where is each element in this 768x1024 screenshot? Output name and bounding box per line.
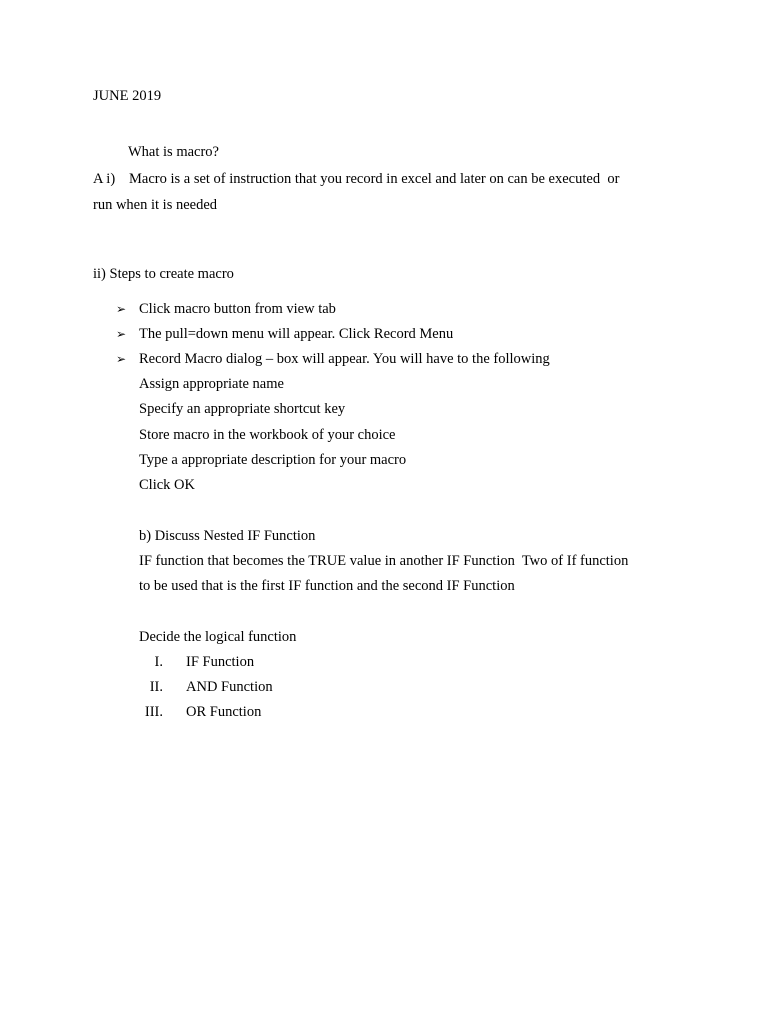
step-sub-item: Type a appropriate description for your macro — [139, 452, 407, 468]
step-item: The pull=down menu will appear. Click Record Menu — [139, 326, 454, 342]
list-numeral: I. — [154, 654, 163, 670]
arrowhead-bullet-icon: ➢ — [116, 352, 127, 366]
arrowhead-bullet-icon: ➢ — [116, 302, 127, 316]
question-what-is-macro: What is macro? — [128, 144, 219, 160]
logical-list-item: IF Function — [186, 654, 255, 670]
answer-text-line-1: Macro is a set of instruction that you record in excel and later on can be executed or — [129, 171, 620, 187]
answer-label: A i) — [93, 171, 116, 187]
list-numeral: III. — [144, 704, 163, 720]
logical-list-item: AND Function — [186, 679, 273, 695]
nested-if-heading: b) Discuss Nested IF Function — [139, 528, 316, 544]
step-sub-item: Click OK — [139, 477, 195, 493]
document-date: JUNE 2019 — [93, 88, 162, 104]
nested-if-body-line-1: IF function that becomes the TRUE value in another IF Function Two of If function — [139, 553, 629, 569]
nested-if-body-line-2: to be used that is the first IF function and the second IF Function — [139, 578, 515, 594]
step-sub-item: Store macro in the workbook of your choice — [139, 427, 396, 443]
logical-function-heading: Decide the logical function — [139, 629, 297, 645]
answer-text-line-2: run when it is needed — [93, 197, 218, 213]
step-sub-item: Specify an appropriate shortcut key — [139, 401, 346, 417]
steps-heading: ii) Steps to create macro — [93, 266, 234, 282]
arrowhead-bullet-icon: ➢ — [116, 327, 127, 341]
logical-list-item: OR Function — [186, 704, 262, 720]
step-item: Record Macro dialog – box will appear. You will have to the following — [139, 351, 550, 367]
list-numeral: II. — [149, 679, 163, 695]
step-sub-item: Assign appropriate name — [139, 376, 284, 392]
step-item: Click macro button from view tab — [139, 301, 336, 317]
